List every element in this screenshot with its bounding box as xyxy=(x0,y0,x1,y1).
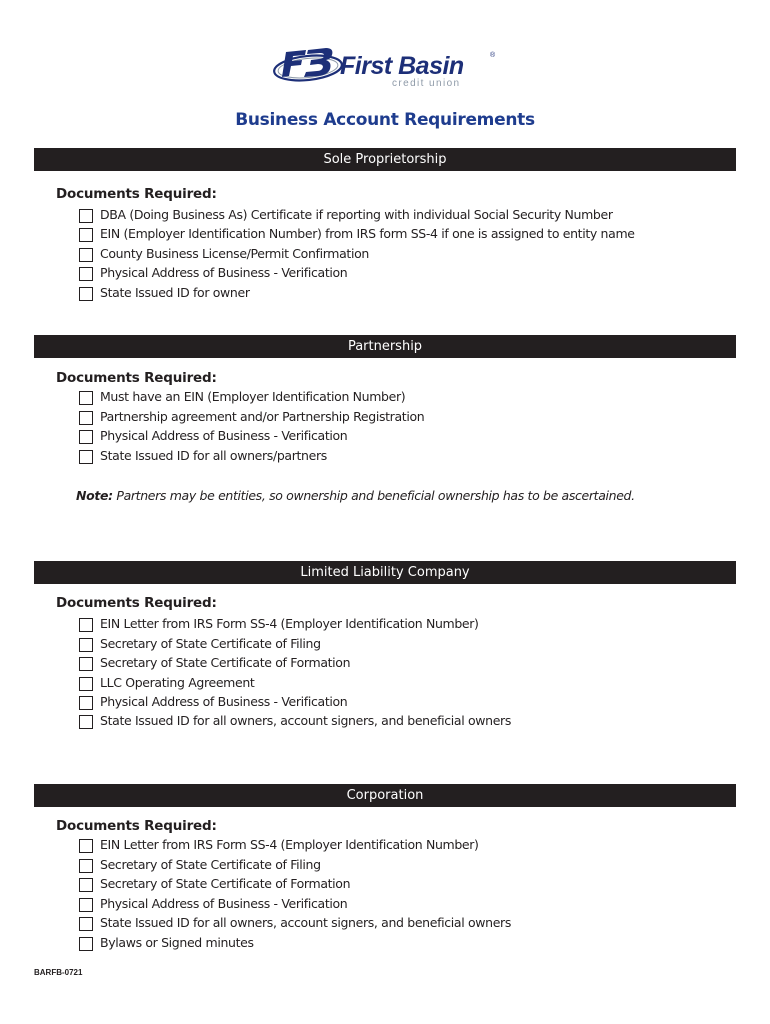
checkbox[interactable] xyxy=(79,411,93,425)
checklist-item-label: EIN (Employer Identification Number) from IRS form SS-4 if one is assigned to entity name xyxy=(100,226,635,241)
section-heading-sole-proprietorship: Sole Proprietorship xyxy=(34,148,736,171)
checkbox[interactable] xyxy=(79,618,93,632)
checkbox[interactable] xyxy=(79,859,93,873)
checklist-item-label: State Issued ID for all owners/partners xyxy=(100,448,327,463)
checkbox[interactable] xyxy=(79,696,93,710)
checklist-item-label: Secretary of State Certificate of Formation xyxy=(100,655,351,670)
note-text: Partners may be entities, so ownership and beneficial ownership has to be ascertained. xyxy=(116,488,635,503)
checklist-item-label: State Issued ID for all owners, account signers, and beneficial owners xyxy=(100,915,511,930)
section-heading-partnership: Partnership xyxy=(34,335,736,358)
checklist-item-label: Partnership agreement and/or Partnership Registration xyxy=(100,409,425,424)
checklist-item-label: Secretary of State Certificate of Filing xyxy=(100,857,321,872)
logo-wordmark: First Basin xyxy=(340,52,464,80)
checkbox[interactable] xyxy=(79,878,93,892)
checkbox[interactable] xyxy=(79,209,93,223)
checkbox[interactable] xyxy=(79,898,93,912)
partnership-note xyxy=(76,488,635,503)
documents-required-label: Documents Required: xyxy=(56,595,217,611)
checkbox[interactable] xyxy=(79,677,93,691)
checkbox[interactable] xyxy=(79,287,93,301)
checklist-item-label: State Issued ID for all owners, account signers, and beneficial owners xyxy=(100,713,511,728)
checklist-item-label: Bylaws or Signed minutes xyxy=(100,935,254,950)
checkbox[interactable] xyxy=(79,715,93,729)
page-title: Business Account Requirements xyxy=(235,110,535,130)
checklist-item-label: Secretary of State Certificate of Formation xyxy=(100,876,351,891)
checklist-item-label: Secretary of State Certificate of Filing xyxy=(100,636,321,651)
checkbox[interactable] xyxy=(79,839,93,853)
documents-required-label: Documents Required: xyxy=(56,186,217,202)
checklist-item-label: State Issued ID for owner xyxy=(100,285,250,300)
checklist-item-label: Physical Address of Business - Verification xyxy=(100,896,348,911)
checkbox[interactable] xyxy=(79,638,93,652)
documents-required-label: Documents Required: xyxy=(56,370,217,386)
checklist-item-label: Physical Address of Business - Verification xyxy=(100,428,348,443)
documents-required-label: Documents Required: xyxy=(56,818,217,834)
section-heading-corporation: Corporation xyxy=(34,784,736,807)
checkbox[interactable] xyxy=(79,267,93,281)
checklist-item-label: Physical Address of Business - Verification xyxy=(100,265,348,280)
registered-mark: ® xyxy=(490,52,496,59)
checklist-item-label: Must have an EIN (Employer Identification Number) xyxy=(100,389,406,404)
checklist-item-label: Physical Address of Business - Verification xyxy=(100,694,348,709)
checkbox[interactable] xyxy=(79,450,93,464)
checklist-item-label: County Business License/Permit Confirmation xyxy=(100,246,369,261)
checkbox[interactable] xyxy=(79,248,93,262)
checkbox[interactable] xyxy=(79,657,93,671)
note-label: Note: xyxy=(76,488,113,503)
checklist-item-label: LLC Operating Agreement xyxy=(100,675,255,690)
fb-monogram-logo-icon xyxy=(272,44,344,84)
checkbox[interactable] xyxy=(79,937,93,951)
checkbox[interactable] xyxy=(79,228,93,242)
checklist-item-label: EIN Letter from IRS Form SS-4 (Employer Identification Number) xyxy=(100,837,479,852)
section-heading-llc: Limited Liability Company xyxy=(34,561,736,584)
checkbox[interactable] xyxy=(79,917,93,931)
checklist-item-label: EIN Letter from IRS Form SS-4 (Employer Identification Number) xyxy=(100,616,479,631)
checklist-item-label: DBA (Doing Business As) Certificate if reporting with individual Social Security Number xyxy=(100,207,613,222)
checkbox[interactable] xyxy=(79,391,93,405)
logo-subtitle: credit union xyxy=(392,78,461,89)
first-basin-logo xyxy=(272,44,502,90)
form-code: BARFB-0721 xyxy=(34,968,83,977)
checkbox[interactable] xyxy=(79,430,93,444)
